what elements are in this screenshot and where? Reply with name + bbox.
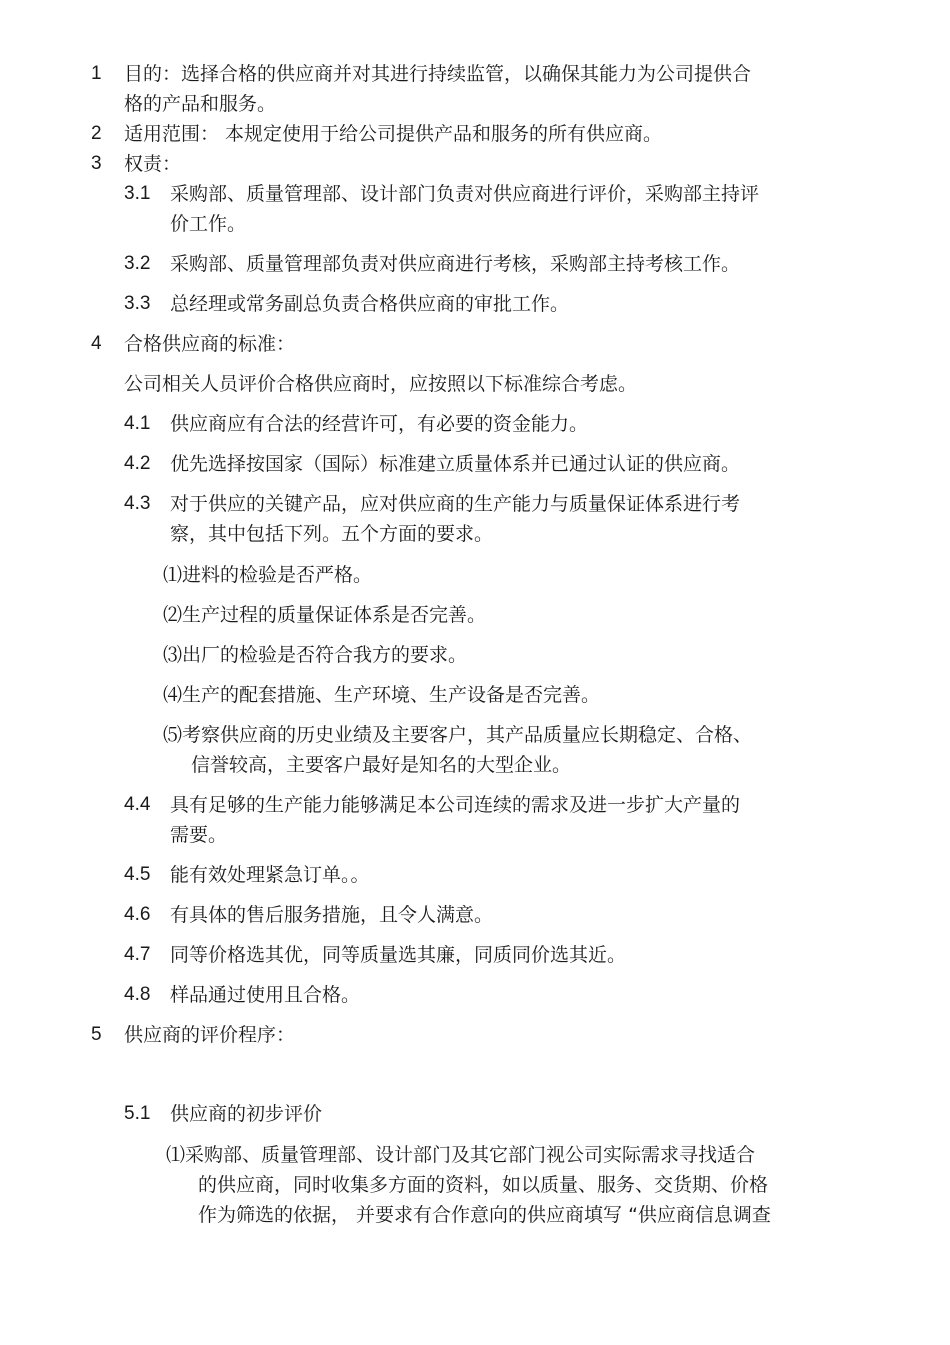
- item-4-6-text: 有具体的售后服务措施，且令人满意。: [170, 904, 494, 926]
- sub-item-1: ⑴进料的检验是否严格。: [163, 564, 373, 586]
- item-number: 4.1: [124, 413, 151, 434]
- section-4-title: 合格供应商的标准：: [124, 333, 296, 355]
- sub-item-2: ⑵生产过程的质量保证体系是否完善。: [163, 604, 487, 626]
- item-number: 4.3: [124, 493, 151, 514]
- sub-item-5-1-line2: 的供应商，同时收集多方面的资料，如以质量、服务、交货期、价格: [198, 1174, 769, 1196]
- item-number: 3.2: [124, 253, 151, 274]
- item-number: 4.2: [124, 453, 151, 474]
- section-number: 2: [91, 123, 102, 144]
- sub-item-5-1-line3: 作为筛选的依据， 并要求有合作意向的供应商填写 “供应商信息调查: [198, 1204, 771, 1226]
- section-1-text-line2: 格的产品和服务。: [124, 93, 277, 115]
- section-5-title: 供应商的评价程序：: [124, 1024, 296, 1046]
- item-4-2-text: 优先选择按国家（国际）标准建立质量体系并已通过认证的供应商。: [170, 453, 741, 475]
- item-4-5-text: 能有效处理紧急订单。。: [170, 864, 370, 886]
- item-number: 5.1: [124, 1103, 151, 1124]
- section-2-text: 适用范围： 本规定使用于给公司提供产品和服务的所有供应商。: [124, 123, 663, 145]
- section-4-intro: 公司相关人员评价合格供应商时，应按照以下标准综合考虑。: [124, 373, 638, 395]
- item-3-1-line1: 采购部、质量管理部、设计部门负责对供应商进行评价，采购部主持评: [170, 183, 760, 205]
- item-number: 4.4: [124, 794, 151, 815]
- item-3-3-text: 总经理或常务副总负责合格供应商的审批工作。: [170, 293, 570, 315]
- item-3-1-line2: 价工作。: [170, 213, 247, 235]
- section-1-text-line1: 目的：选择合格的供应商并对其进行持续监管，以确保其能力为公司提供合: [124, 63, 752, 85]
- section-number: 5: [91, 1024, 102, 1045]
- item-3-2-text: 采购部、质量管理部负责对供应商进行考核，采购部主持考核工作。: [170, 253, 741, 275]
- sub-item-5-line1: ⑸考察供应商的历史业绩及主要客户，其产品质量应长期稳定、合格、: [163, 724, 753, 746]
- item-4-3-line2: 察，其中包括下列。五个方面的要求。: [170, 523, 494, 545]
- item-4-4-line2: 需要。: [170, 824, 228, 846]
- item-number: 3.1: [124, 183, 151, 204]
- section-number: 1: [91, 63, 102, 84]
- sub-item-3: ⑶出厂的检验是否符合我方的要求。: [163, 644, 468, 666]
- sub-item-5-1-line1: ⑴采购部、质量管理部、设计部门及其它部门视公司实际需求寻找适合: [166, 1144, 756, 1166]
- item-4-3-line1: 对于供应的关键产品，应对供应商的生产能力与质量保证体系进行考: [170, 493, 741, 515]
- item-4-8-text: 样品通过使用且合格。: [170, 984, 361, 1006]
- item-number: 4.7: [124, 944, 151, 965]
- item-4-4-line1: 具有足够的生产能力能够满足本公司连续的需求及进一步扩大产量的: [170, 794, 741, 816]
- item-number: 3.3: [124, 293, 151, 314]
- sub-item-4: ⑷生产的配套措施、生产环境、生产设备是否完善。: [163, 684, 601, 706]
- item-number: 4.8: [124, 984, 151, 1005]
- section-number: 4: [91, 333, 102, 354]
- item-4-1-text: 供应商应有合法的经营许可，有必要的资金能力。: [170, 413, 589, 435]
- item-5-1-text: 供应商的初步评价: [170, 1103, 323, 1125]
- section-number: 3: [91, 153, 102, 174]
- item-4-7-text: 同等价格选其优，同等质量选其廉，同质同价选其近。: [170, 944, 627, 966]
- item-number: 4.6: [124, 904, 151, 925]
- section-3-title: 权责：: [124, 153, 182, 175]
- sub-item-5-line2: 信誉较高，主要客户最好是知名的大型企业。: [191, 754, 572, 776]
- item-number: 4.5: [124, 864, 151, 885]
